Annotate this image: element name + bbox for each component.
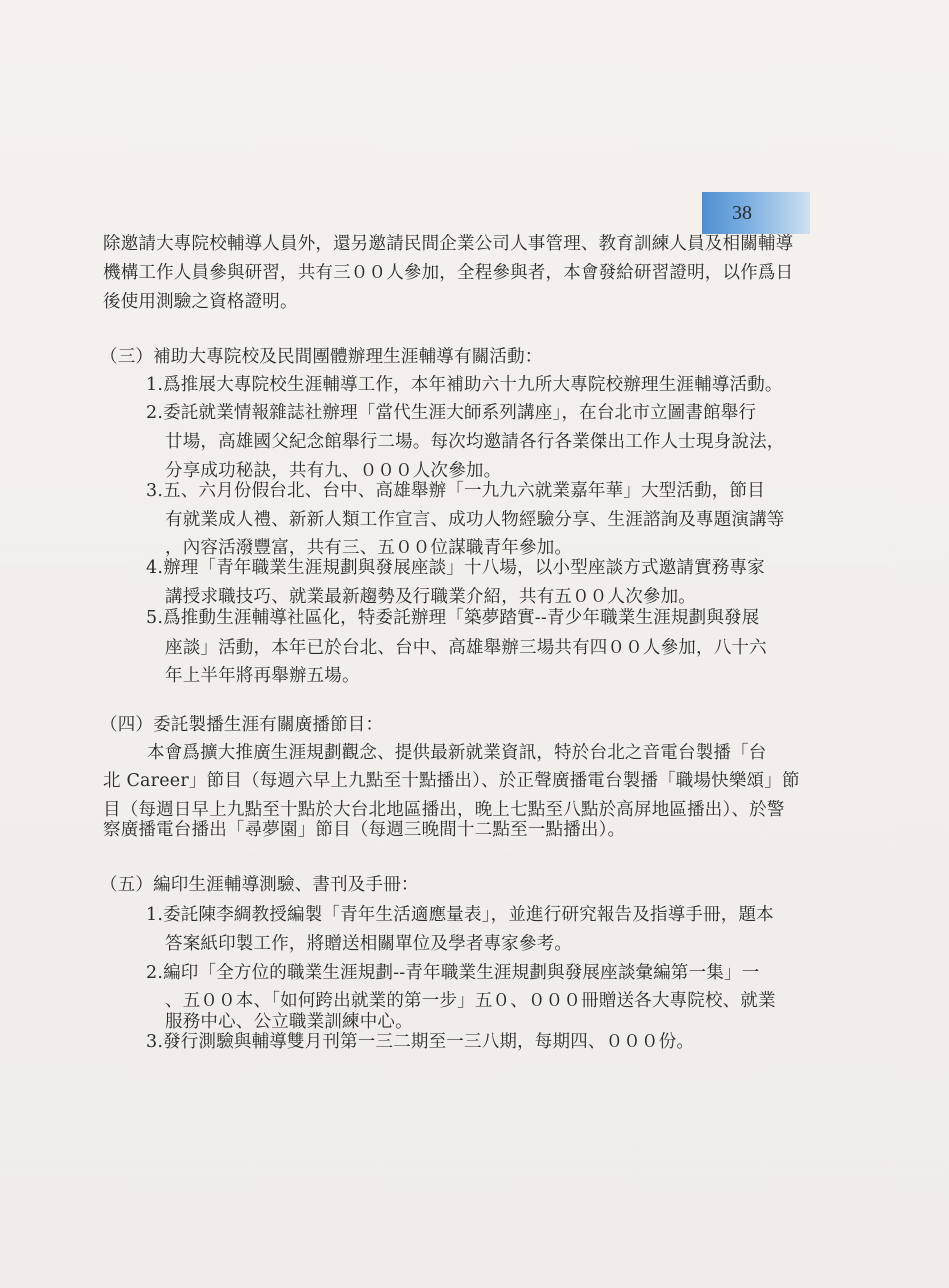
- text-line: 北 Career」節目（每週六早上九點至十點播出）、於正聲廣播電台製播「職場快樂頌」節: [103, 771, 800, 791]
- list-item: 5.爲推動生涯輔導社區化，特委託辦理「築夢踏實--青少年職業生涯規劃與發展: [146, 608, 760, 628]
- list-item-continuation: 答案紙印製工作，將贈送相關單位及學者專家參考。: [165, 934, 573, 954]
- list-item-continuation: 年上半年將再舉辦五場。: [165, 666, 360, 686]
- text-line: 機構工作人員參與研習，共有三００人參加，全程參與者，本會發給研習證明，以作爲日: [103, 263, 794, 283]
- section-heading: （五）編印生涯輔導測驗、書刊及手冊：: [100, 875, 419, 895]
- list-item: 3.發行測驗與輔導雙月刊第一三二期至一三八期，每期四、０００份。: [146, 1032, 695, 1052]
- list-item-continuation: ，內容活潑豐富，共有三、五００位謀職青年參加。: [165, 538, 573, 558]
- list-item-continuation: 廿場，高雄國父紀念館舉行二場。每次均邀請各行各業傑出工作人士現身說法，: [165, 432, 785, 452]
- text-line: 除邀請大專院校輔導人員外，還另邀請民間企業公司人事管理、教育訓練人員及相關輔導: [103, 234, 794, 254]
- list-item: 1.爲推展大專院校生涯輔導工作，本年補助六十九所大專院校辦理生涯輔導活動。: [146, 375, 783, 395]
- list-item-continuation: 、五００本、「如何跨出就業的第一步」五０、０００冊贈送各大專院校、就業: [165, 991, 776, 1011]
- text-line: 後使用測驗之資格證明。: [103, 292, 298, 312]
- list-item-continuation: 座談」活動，本年已於台北、台中、高雄舉辦三場共有四００人參加，八十六: [165, 638, 767, 658]
- list-item-continuation: 講授求職技巧、就業最新趨勢及行職業介紹，共有五００人次參加。: [165, 587, 696, 607]
- page-number: 38: [732, 201, 752, 224]
- list-item: 2.編印「全方位的職業生涯規劃--青年職業生涯規劃與發展座談彙編第一集」一: [146, 963, 760, 983]
- list-item: 2.委託就業情報雜誌社辦理「當代生涯大師系列講座」，在台北市立圖書館舉行: [146, 403, 757, 423]
- list-item-continuation: 有就業成人禮、新新人類工作宣言、成功人物經驗分享、生涯諮詢及專題演講等: [165, 510, 785, 530]
- text-line: 本會爲擴大推廣生涯規劃觀念、提供最新就業資訊，特於台北之音電台製播「台: [147, 743, 767, 763]
- list-item: 4.辦理「青年職業生涯規劃與發展座談」十八場，以小型座談方式邀請實務專家: [146, 558, 765, 578]
- section-heading: （四）委託製播生涯有關廣播節目：: [100, 715, 384, 735]
- page-number-tab: [702, 192, 810, 234]
- list-item-continuation: 服務中心、公立職業訓練中心。: [165, 1012, 413, 1032]
- section-heading: （三）補助大專院校及民間團體辦理生涯輔導有關活動：: [100, 347, 543, 367]
- list-item-continuation: 分享成功秘訣，共有九、０００人次參加。: [165, 461, 502, 481]
- list-item: 1.委託陳李綢教授編製「青年生活適應量表」，並進行研究報告及指導手冊，題本: [146, 905, 774, 925]
- text-line: 目（每週日早上九點至十點於大台北地區播出，晚上七點至八點於高屏地區播出）、於警: [103, 800, 785, 820]
- text-line: 察廣播電台播出「尋夢園」節目（每週三晚間十二點至一點播出）。: [103, 820, 626, 840]
- list-item: 3.五、六月份假台北、台中、高雄舉辦「一九九六就業嘉年華」大型活動，節目: [146, 481, 765, 501]
